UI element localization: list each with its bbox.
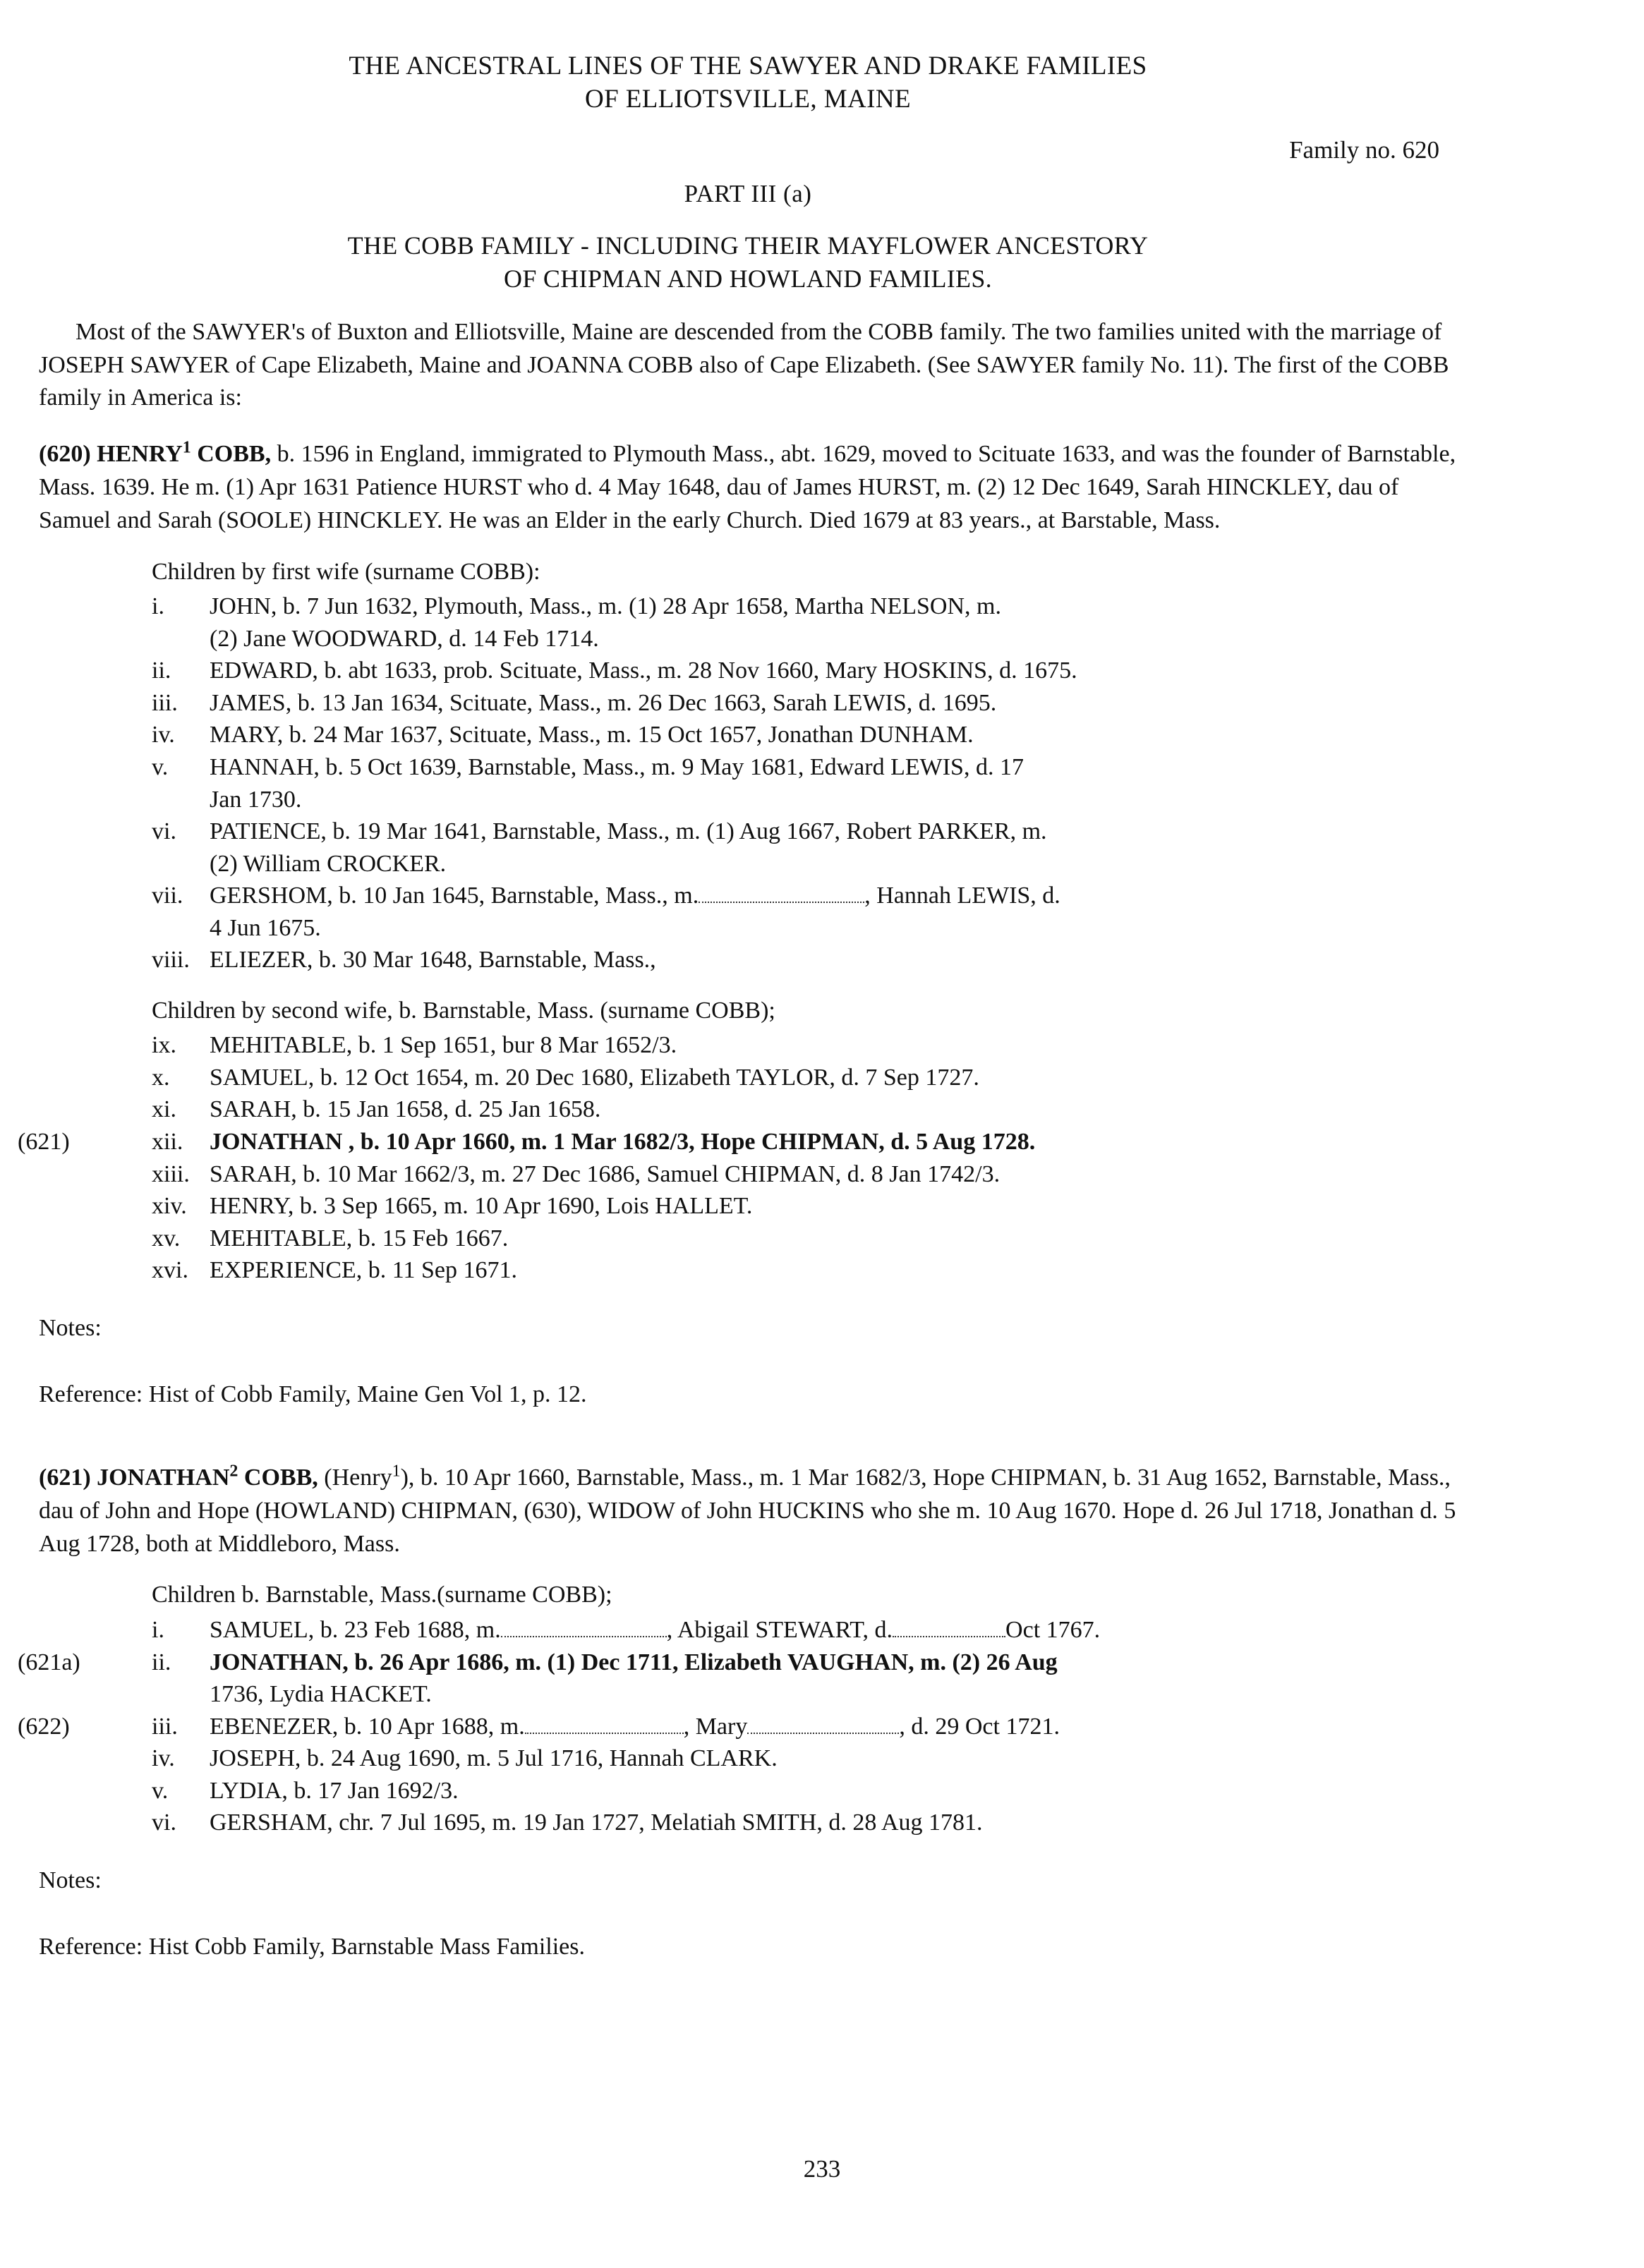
entry-620-name: HENRY [97, 441, 183, 468]
section-divider [39, 1408, 1457, 1438]
blank-fill-line [525, 1718, 684, 1734]
list-item [152, 687, 1457, 720]
child-roman: ii. [152, 657, 171, 684]
children-heading-621: Children b. Barnstable, Mass.(surname COBB); [152, 1582, 612, 1608]
list-item [152, 1062, 1457, 1094]
notes-label-621: Notes: [39, 1867, 102, 1893]
family-number: Family no. 620 [1289, 135, 1439, 164]
child-text: MEHITABLE, b. 15 Feb 1667. [210, 1225, 509, 1251]
entry-621-body: b. 10 Apr 1660, Barnstable, Mass., m. 1 Mar 1682/3, Hope CHIPMAN, b. 31 Aug 1652, Barnstable, Mass., dau of John and Hope (HOWLAND) CHIPMAN, (630), WIDOW of John HUCKINS who she m. 10 Aug 1670. Hope d. 26 Jul 1718, Jonathan d. 5 Aug 1728, both at Middleboro, Mass. [39, 1464, 1456, 1557]
list-item [152, 1158, 1457, 1191]
child-text [210, 751, 1457, 815]
document-title [39, 49, 1457, 116]
child-line-1: JOHN, b. 7 Jun 1632, Plymouth, Mass., m. (1) 28 Apr 1658, Martha NELSON, m. [210, 593, 1001, 620]
list-item [152, 944, 1457, 976]
page-content [18, 49, 1457, 1960]
child-line-1-mid: , Mary [683, 1713, 748, 1740]
page-number: 233 [803, 2155, 841, 2183]
entry-621-children [18, 1579, 1457, 1838]
child-roman: x. [152, 1064, 170, 1091]
child-roman: v. [152, 1777, 169, 1804]
child-text: SARAH, b. 15 Jan 1658, d. 25 Jan 1658. [210, 1096, 601, 1123]
child-text: JONATHAN , b. 10 Apr 1660, m. 1 Mar 1682/3, Hope CHIPMAN, d. 5 Aug 1728. [210, 1129, 1036, 1156]
notes-label-620: Notes: [39, 1314, 102, 1341]
blank-fill-line-2 [893, 1622, 1005, 1637]
children-heading-first-wife: Children by first wife (surname COBB): [152, 558, 540, 585]
list-item [152, 1807, 1457, 1839]
child-line-1: GERSHOM, b. 10 Jan 1645, Barnstable, Mass., m. [210, 883, 699, 909]
child-text: SARAH, b. 10 Mar 1662/3, m. 27 Dec 1686, Samuel CHIPMAN, d. 8 Jan 1742/3. [210, 1160, 1001, 1187]
child-line-1: EBENEZER, b. 10 Apr 1688, m. [210, 1713, 525, 1740]
child-roman: iv. [152, 1745, 175, 1772]
child-roman: xv. [152, 1225, 181, 1251]
child-text: SAMUEL, b. 12 Oct 1654, m. 20 Dec 1680, Elizabeth TAYLOR, d. 7 Sep 1727. [210, 1064, 979, 1091]
child-roman: i. [152, 1617, 164, 1644]
child-text: GERSHAM, chr. 7 Jul 1695, m. 19 Jan 1727, Melatiah SMITH, d. 28 Aug 1781. [210, 1809, 983, 1836]
child-text [210, 815, 1457, 880]
child-text: ELIEZER, b. 30 Mar 1648, Barnstable, Mass., [210, 947, 656, 974]
list-item [152, 880, 1457, 944]
child-roman: xii. [152, 1129, 183, 1156]
title-line-2: OF ELLIOTSVILLE, MAINE [585, 85, 911, 114]
child-roman: vi. [152, 1809, 176, 1836]
entry-620-heading [39, 438, 1457, 538]
list-item [152, 1775, 1457, 1807]
entry-620-generation: 1 [182, 438, 191, 457]
list-item [152, 1614, 1457, 1647]
child-roman: ix. [152, 1032, 176, 1059]
entry-620-children-first-wife [152, 556, 1457, 976]
child-roman: xi. [152, 1096, 176, 1123]
part-heading: PART III (a) [684, 179, 812, 207]
child-text: MEHITABLE, b. 1 Sep 1651, bur 8 Mar 1652/3. [210, 1032, 677, 1059]
child-line-2: (2) William CROCKER. [210, 850, 447, 877]
child-line-2: 1736, Lydia HACKET. [210, 1681, 432, 1708]
list-item [152, 1223, 1457, 1255]
intro-paragraph: Most of the SAWYER's of Buxton and Elliotsville, Maine are descended from the COBB family. The two families united with the marriage of JOSEPH SAWYER of Cape Elizabeth, Maine and JOANNA COBB also of Cape Elizabeth. (See SAWYER family No. 11). The first of the COBB family in America is: [39, 319, 1449, 411]
child-line-1: JONATHAN, b. 26 Apr 1686, m. (1) Dec 1711, Elizabeth VAUGHAN, m. (2) 26 Aug [210, 1649, 1058, 1675]
list-item [152, 655, 1457, 687]
child-line-2: Jan 1730. [210, 786, 302, 813]
list-item [152, 1742, 1457, 1775]
blank-fill-line-2 [747, 1718, 899, 1734]
child-roman: xiv. [152, 1193, 187, 1220]
list-item [152, 751, 1457, 815]
child-roman: xiii. [152, 1160, 190, 1187]
subtitle-line-1: THE COBB FAMILY - INCLUDING THEIR MAYFLOWER ANCESTORY [347, 231, 1149, 260]
list-item [152, 1093, 1457, 1126]
entry-620-children-second-wife [18, 995, 1457, 1287]
child-roman: vi. [152, 818, 176, 845]
child-text: EXPERIENCE, b. 11 Sep 1671. [210, 1257, 518, 1284]
entry-620-number: (620) [39, 441, 91, 468]
child-text: JAMES, b. 13 Jan 1634, Scituate, Mass., m. 26 Dec 1663, Sarah LEWIS, d. 1695. [210, 689, 997, 716]
blank-fill-line [699, 887, 864, 903]
child-line-1: SAMUEL, b. 23 Feb 1688, m. [210, 1617, 501, 1644]
entry-621-number: (621) [39, 1464, 91, 1491]
list-item [152, 590, 1457, 655]
child-line-1-tail: , Hannah LEWIS, d. [864, 883, 1060, 909]
entry-621-parent-generation: 1 [392, 1462, 401, 1481]
child-line-1-mid: , Abigail STEWART, d. [666, 1617, 893, 1644]
list-item-highlighted [18, 1126, 1457, 1158]
list-item [152, 719, 1457, 751]
entry-621-name: JONATHAN [97, 1464, 230, 1491]
list-item [152, 1190, 1457, 1223]
child-roman: ii. [152, 1649, 171, 1675]
child-line-1-tail: Oct 1767. [1005, 1617, 1101, 1644]
child-text [210, 1647, 1457, 1711]
entry-621-parent-close: ), [400, 1464, 415, 1491]
child-text [210, 1614, 1457, 1647]
list-item [152, 1254, 1457, 1287]
child-line-1: HANNAH, b. 5 Oct 1639, Barnstable, Mass., m. 9 May 1681, Edward LEWIS, d. 17 [210, 754, 1024, 781]
child-marker-reference: (621a) [18, 1649, 80, 1675]
title-line-1: THE ANCESTRAL LINES OF THE SAWYER AND DRAKE FAMILIES [349, 51, 1147, 80]
child-text [210, 590, 1457, 655]
child-line-2: (2) Jane WOODWARD, d. 14 Feb 1714. [210, 625, 599, 652]
reference-621: Reference: Hist Cobb Family, Barnstable Mass Families. [39, 1933, 585, 1960]
children-heading-second-wife: Children by second wife, b. Barnstable, Mass. (surname COBB); [152, 997, 775, 1024]
list-item-highlighted [18, 1711, 1457, 1743]
list-item [152, 1029, 1457, 1062]
entry-621-heading [39, 1462, 1457, 1561]
child-roman: iii. [152, 689, 178, 716]
child-line-1-tail: , d. 29 Oct 1721. [899, 1713, 1060, 1740]
child-line-2: 4 Jun 1675. [210, 914, 321, 941]
entry-621-parent-open: (Henry [324, 1464, 392, 1491]
entry-620-body: b. 1596 in England, immigrated to Plymouth Mass., abt. 1629, moved to Scituate 1633, and was the founder of Barnstable, Mass. 1639. He m. (1) Apr 1631 Patience HURST who d. 4 May 1648, dau of James HURST, m. (2) 12 Dec 1649, Sarah HINCKLEY, dau of Samuel and Sarah (SOOLE) HINCKLEY. He was an Elder in the early Church. Died 1679 at 83 years., at Barstable, Mass. [39, 441, 1456, 533]
entry-621-generation: 2 [229, 1462, 238, 1481]
child-roman: viii. [152, 947, 190, 974]
child-roman: i. [152, 593, 164, 620]
child-marker-reference: (622) [18, 1713, 70, 1740]
child-text: JOSEPH, b. 24 Aug 1690, m. 5 Jul 1716, Hannah CLARK. [210, 1745, 778, 1772]
child-text: MARY, b. 24 Mar 1637, Scituate, Mass., m. 15 Oct 1657, Jonathan DUNHAM. [210, 722, 974, 748]
child-roman: xvi. [152, 1257, 188, 1284]
child-roman: iv. [152, 722, 175, 748]
child-text: EDWARD, b. abt 1633, prob. Scituate, Mass., m. 28 Nov 1660, Mary HOSKINS, d. 1675. [210, 657, 1077, 684]
child-text [210, 1711, 1457, 1743]
section-subtitle [39, 229, 1457, 296]
list-item-highlighted [18, 1647, 1457, 1711]
entry-621-surname: COBB, [243, 1464, 318, 1491]
child-text [210, 880, 1457, 944]
subtitle-line-2: OF CHIPMAN AND HOWLAND FAMILIES. [504, 264, 992, 293]
child-text: LYDIA, b. 17 Jan 1692/3. [210, 1777, 459, 1804]
list-item [152, 815, 1457, 880]
blank-fill-line [501, 1622, 667, 1637]
child-roman: vii. [152, 883, 183, 909]
child-marker-reference: (621) [18, 1129, 70, 1156]
child-text: HENRY, b. 3 Sep 1665, m. 10 Apr 1690, Lois HALLET. [210, 1193, 753, 1220]
reference-620: Reference: Hist of Cobb Family, Maine Gen Vol 1, p. 12. [39, 1381, 587, 1407]
entry-620-surname: COBB, [197, 441, 272, 468]
child-roman: v. [152, 754, 169, 781]
child-roman: iii. [152, 1713, 178, 1740]
child-line-1: PATIENCE, b. 19 Mar 1641, Barnstable, Mass., m. (1) Aug 1667, Robert PARKER, m. [210, 818, 1047, 845]
